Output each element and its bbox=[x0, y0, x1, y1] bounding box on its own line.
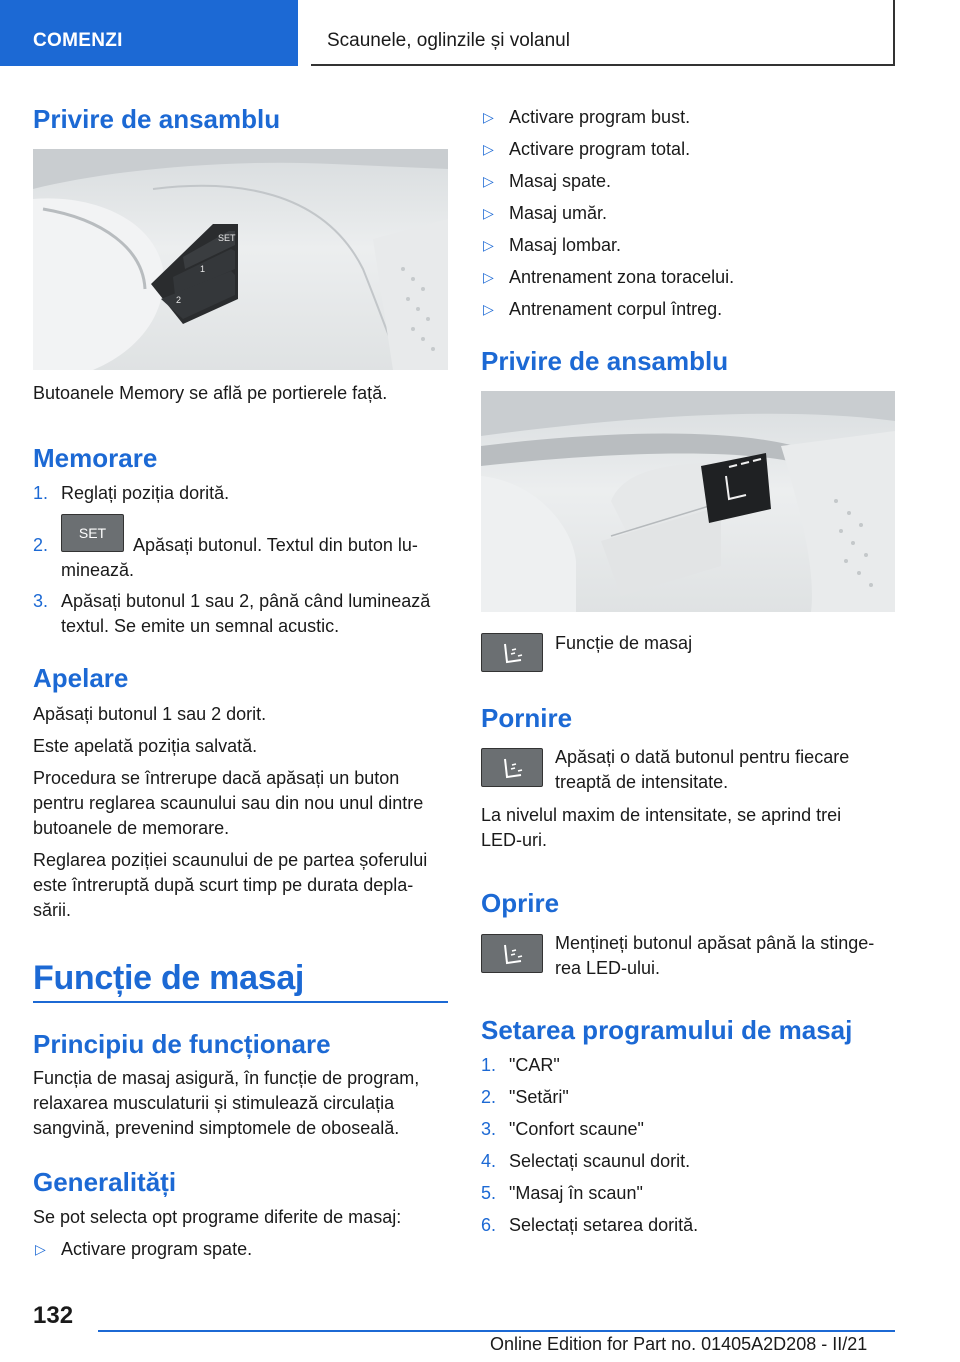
step-number: 3. bbox=[33, 591, 49, 611]
triangle-right-icon: ▷ bbox=[483, 269, 494, 285]
photo-label-set: SET bbox=[218, 233, 236, 243]
step-text-b: minează. bbox=[61, 560, 135, 580]
line: sangvină, prevenind simptomele de oboseală. bbox=[33, 1118, 400, 1138]
step-text: Selectați setarea dorită. bbox=[509, 1215, 699, 1235]
apelare-p1: Apăsați butonul 1 sau 2 dorit. bbox=[33, 704, 267, 724]
setare-heading: Setarea programului de masaj bbox=[481, 1015, 853, 1045]
pornire-paragraph bbox=[481, 803, 901, 853]
line: Reglarea poziției scaunului de pe partea șoferului bbox=[33, 850, 428, 870]
program-item bbox=[481, 201, 896, 226]
step-text: "Confort scaune" bbox=[509, 1119, 644, 1139]
apelare-p2: Este apelată poziția salvată. bbox=[33, 736, 258, 756]
header-chapter: Scaunele, oglinzile și volanul bbox=[311, 0, 895, 66]
triangle-right-icon: ▷ bbox=[483, 301, 494, 317]
setare-step bbox=[481, 1085, 896, 1110]
program-item bbox=[481, 297, 896, 322]
principiu-paragraph bbox=[33, 1066, 463, 1141]
line: Procedura se întrerupe dacă apăsați un buton bbox=[33, 768, 400, 788]
line: sării. bbox=[33, 900, 72, 920]
program-text: Antrenament zona toracelui. bbox=[509, 267, 735, 287]
triangle-right-icon: ▷ bbox=[483, 173, 494, 189]
line: rea LED-ului. bbox=[555, 958, 661, 978]
door-panel-illustration bbox=[33, 149, 448, 370]
triangle-right-icon: ▷ bbox=[483, 205, 494, 221]
massage-icon-caption: Funcție de masaj bbox=[555, 633, 693, 653]
step-text: Reglați poziția dorită. bbox=[61, 483, 230, 503]
program-text: Antrenament corpul întreg. bbox=[509, 299, 723, 319]
program-text: Activare program spate. bbox=[61, 1239, 253, 1259]
line: Mențineți butonul apăsat până la stinge- bbox=[555, 933, 875, 953]
memorare-step-1 bbox=[33, 481, 448, 506]
program-item bbox=[481, 137, 896, 162]
triangle-right-icon: ▷ bbox=[483, 141, 494, 157]
step-text: Selectați scaunul dorit. bbox=[509, 1151, 691, 1171]
step-text: "Masaj în scaun" bbox=[509, 1183, 643, 1203]
photo-label-1: 1 bbox=[200, 264, 206, 274]
step-number: 1. bbox=[481, 1055, 497, 1075]
program-item bbox=[33, 1237, 448, 1262]
footer-rule bbox=[98, 1330, 895, 1332]
footer-edition: Online Edition for Part no. 01405A2D208 - II/21 bbox=[490, 1334, 868, 1354]
memory-buttons-photo bbox=[33, 149, 448, 370]
set-button-icon bbox=[61, 514, 124, 552]
apelare-p3 bbox=[33, 766, 463, 841]
step-text: "Setări" bbox=[509, 1087, 569, 1107]
triangle-right-icon: ▷ bbox=[483, 109, 494, 125]
generalitati-paragraph: Se pot selecta opt programe diferite de masaj: bbox=[33, 1207, 402, 1227]
setare-step bbox=[481, 1149, 896, 1174]
memorare-step-2 bbox=[33, 524, 448, 583]
step-number: 2. bbox=[481, 1087, 497, 1107]
apelare-heading: Apelare bbox=[33, 663, 129, 693]
step-text-b: textul. Se emite un semnal acustic. bbox=[61, 616, 340, 636]
step-text-a: Apăsați butonul 1 sau 2, până când luminează bbox=[61, 591, 431, 611]
setare-step bbox=[481, 1053, 896, 1078]
line: butoanele de memorare. bbox=[33, 818, 230, 838]
page-number: 132 bbox=[33, 1302, 74, 1329]
step-number: 5. bbox=[481, 1183, 497, 1203]
masaj-heading: Funcție de masaj bbox=[33, 959, 305, 997]
line: Funcția de masaj asigură, în funcție de program, bbox=[33, 1068, 420, 1088]
photo1-caption: Butoanele Memory se află pe portierele față. bbox=[33, 383, 388, 403]
line: este întreruptă după scurt timp pe durata depla- bbox=[33, 875, 414, 895]
line: treaptă de intensitate. bbox=[555, 772, 729, 792]
line: LED-uri. bbox=[481, 830, 548, 850]
door-panel-illustration bbox=[481, 391, 895, 612]
setare-step bbox=[481, 1117, 896, 1142]
program-text: Masaj umăr. bbox=[509, 203, 608, 223]
step-text-a: Apăsați butonul. Textul din buton lu- bbox=[133, 535, 418, 555]
setare-step bbox=[481, 1181, 896, 1206]
line: pentru reglarea scaunului sau din nou unul dintre bbox=[33, 793, 424, 813]
program-item bbox=[481, 265, 896, 290]
line: relaxarea musculaturii și stimulează circulația bbox=[33, 1093, 395, 1113]
step-number: 6. bbox=[481, 1215, 497, 1235]
memorare-heading: Memorare bbox=[33, 443, 158, 473]
apelare-p4 bbox=[33, 848, 463, 923]
program-text: Activare program bust. bbox=[509, 107, 691, 127]
step-number: 3. bbox=[481, 1119, 497, 1139]
line: La nivelul maxim de intensitate, se aprind trei bbox=[481, 805, 842, 825]
seat-massage-icon bbox=[481, 633, 543, 672]
set-button-label: SET bbox=[78, 524, 107, 541]
seat-massage-icon bbox=[481, 934, 543, 973]
pornire-heading: Pornire bbox=[481, 703, 573, 733]
photo-label-2: 2 bbox=[176, 295, 182, 305]
step-number: 2. bbox=[33, 535, 49, 555]
step-number: 1. bbox=[33, 483, 49, 503]
oprire-icon-text bbox=[555, 931, 900, 981]
generalitati-heading: Generalități bbox=[33, 1167, 177, 1197]
header-section: COMENZI bbox=[0, 0, 298, 66]
program-text: Masaj spate. bbox=[509, 171, 612, 191]
overview-heading-right: Privire de ansamblu bbox=[481, 346, 729, 376]
section-rule bbox=[33, 1001, 448, 1003]
program-item bbox=[481, 105, 896, 130]
step-text: "CAR" bbox=[509, 1055, 560, 1075]
program-item bbox=[481, 169, 896, 194]
setare-step bbox=[481, 1213, 896, 1238]
step-number: 4. bbox=[481, 1151, 497, 1171]
overview-heading-left: Privire de ansamblu bbox=[33, 104, 281, 134]
triangle-right-icon: ▷ bbox=[483, 237, 494, 253]
oprire-heading: Oprire bbox=[481, 888, 560, 918]
seat-massage-icon bbox=[481, 748, 543, 787]
program-text: Masaj lombar. bbox=[509, 235, 622, 255]
line: Apăsați o dată butonul pentru fiecare bbox=[555, 747, 850, 767]
principiu-heading: Principiu de funcționare bbox=[33, 1029, 331, 1059]
program-text: Activare program total. bbox=[509, 139, 691, 159]
program-item bbox=[481, 233, 896, 258]
triangle-right-icon: ▷ bbox=[35, 1241, 46, 1257]
memorare-step-3 bbox=[33, 589, 448, 639]
massage-button-photo bbox=[481, 391, 895, 612]
pornire-icon-text bbox=[555, 745, 900, 795]
